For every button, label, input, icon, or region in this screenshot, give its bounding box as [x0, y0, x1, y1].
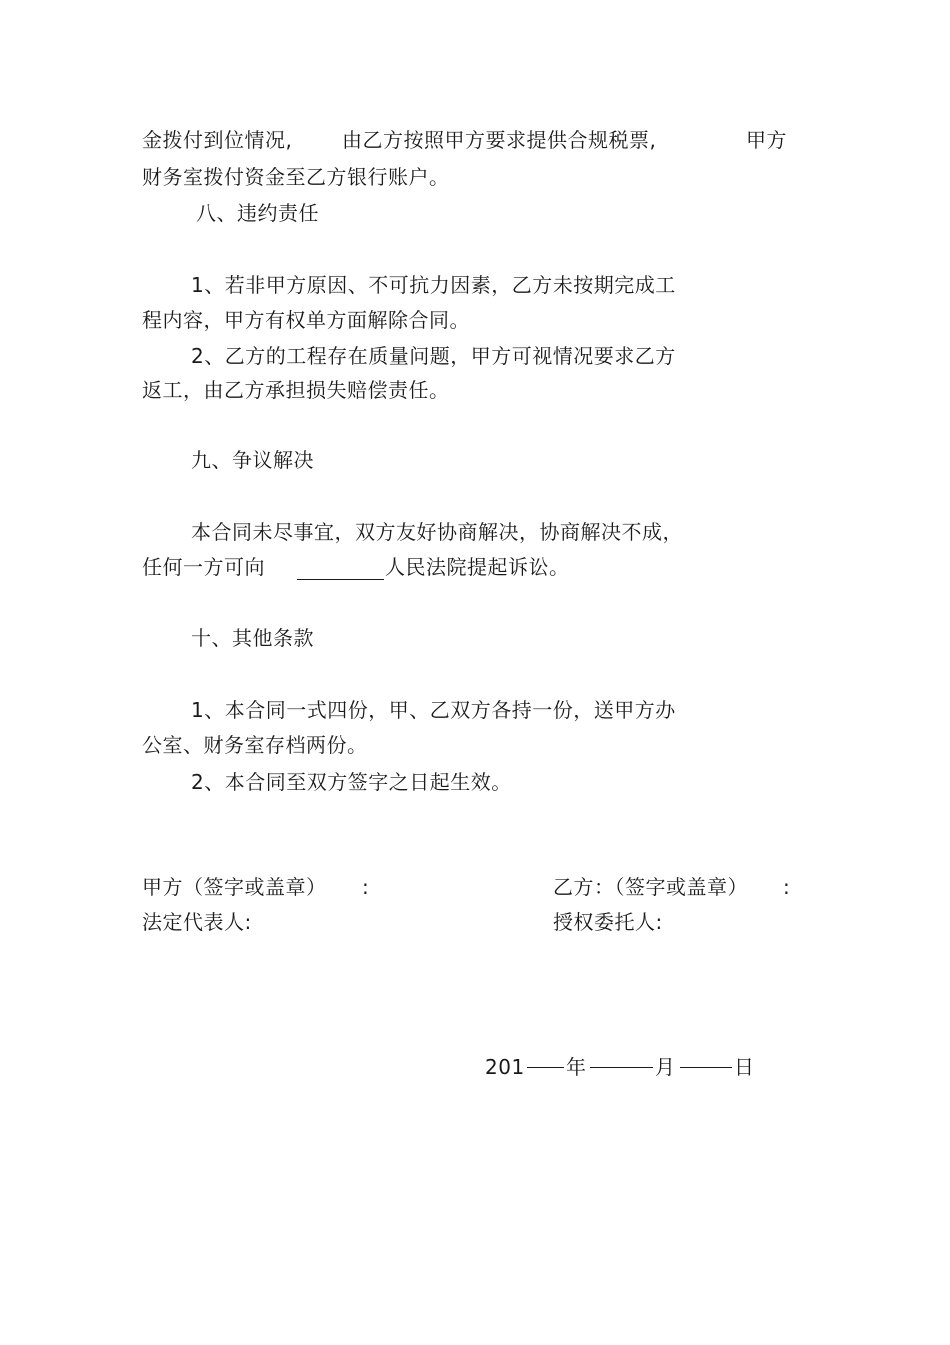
- court-name-blank: [297, 579, 384, 580]
- authorized-agent-label: 授权委托人:: [553, 910, 663, 934]
- date-year-label: 年: [566, 1055, 587, 1079]
- date-month-label: 月: [655, 1055, 676, 1079]
- party-a-signature-label: 甲方（签字或盖章）: [142, 875, 327, 899]
- breach-item-1-line-2: 程内容，甲方有权单方面解除合同。: [142, 308, 470, 332]
- payment-line-1b: 由乙方按照甲方要求提供合规税票,: [342, 128, 657, 152]
- month-blank: [590, 1067, 653, 1068]
- payment-line-1c: 甲方: [746, 128, 787, 152]
- payment-line-2: 财务室拨付资金至乙方银行账户。: [142, 165, 450, 189]
- date-year-prefix: 201: [485, 1055, 525, 1079]
- section-heading-dispute: 九、争议解决: [191, 448, 314, 472]
- dispute-line-1: 本合同未尽事宜，双方友好协商解决，协商解决不成，: [191, 520, 683, 544]
- section-heading-breach: 八、违约责任: [196, 201, 319, 225]
- section-heading-other: 十、其他条款: [191, 626, 314, 650]
- breach-item-2-line-2: 返工，由乙方承担损失赔偿责任。: [142, 378, 450, 402]
- breach-item-1-line-1: 1、若非甲方原因、不可抗力因素，乙方未按期完成工: [191, 273, 676, 297]
- year-blank: [527, 1067, 564, 1068]
- other-item-1-line-1: 1、本合同一式四份，甲、乙双方各持一份，送甲方办: [191, 698, 676, 722]
- dispute-line-2a: 任何一方可向: [142, 555, 265, 579]
- day-blank: [680, 1067, 732, 1068]
- party-a-colon: :: [362, 875, 370, 899]
- breach-item-2-line-1: 2、乙方的工程存在质量问题，甲方可视情况要求乙方: [191, 344, 676, 368]
- legal-representative-label: 法定代表人:: [142, 910, 252, 934]
- party-b-signature-label: 乙方：（签字或盖章）: [553, 875, 748, 899]
- date-day-label: 日: [734, 1055, 755, 1079]
- other-item-1-line-2: 公室、财务室存档两份。: [142, 733, 368, 757]
- payment-line-1a: 金拨付到位情况,: [142, 128, 293, 152]
- other-item-2: 2、本合同至双方签字之日起生效。: [191, 770, 512, 794]
- party-b-colon: :: [783, 875, 791, 899]
- dispute-line-2b: 人民法院提起诉讼。: [385, 555, 570, 579]
